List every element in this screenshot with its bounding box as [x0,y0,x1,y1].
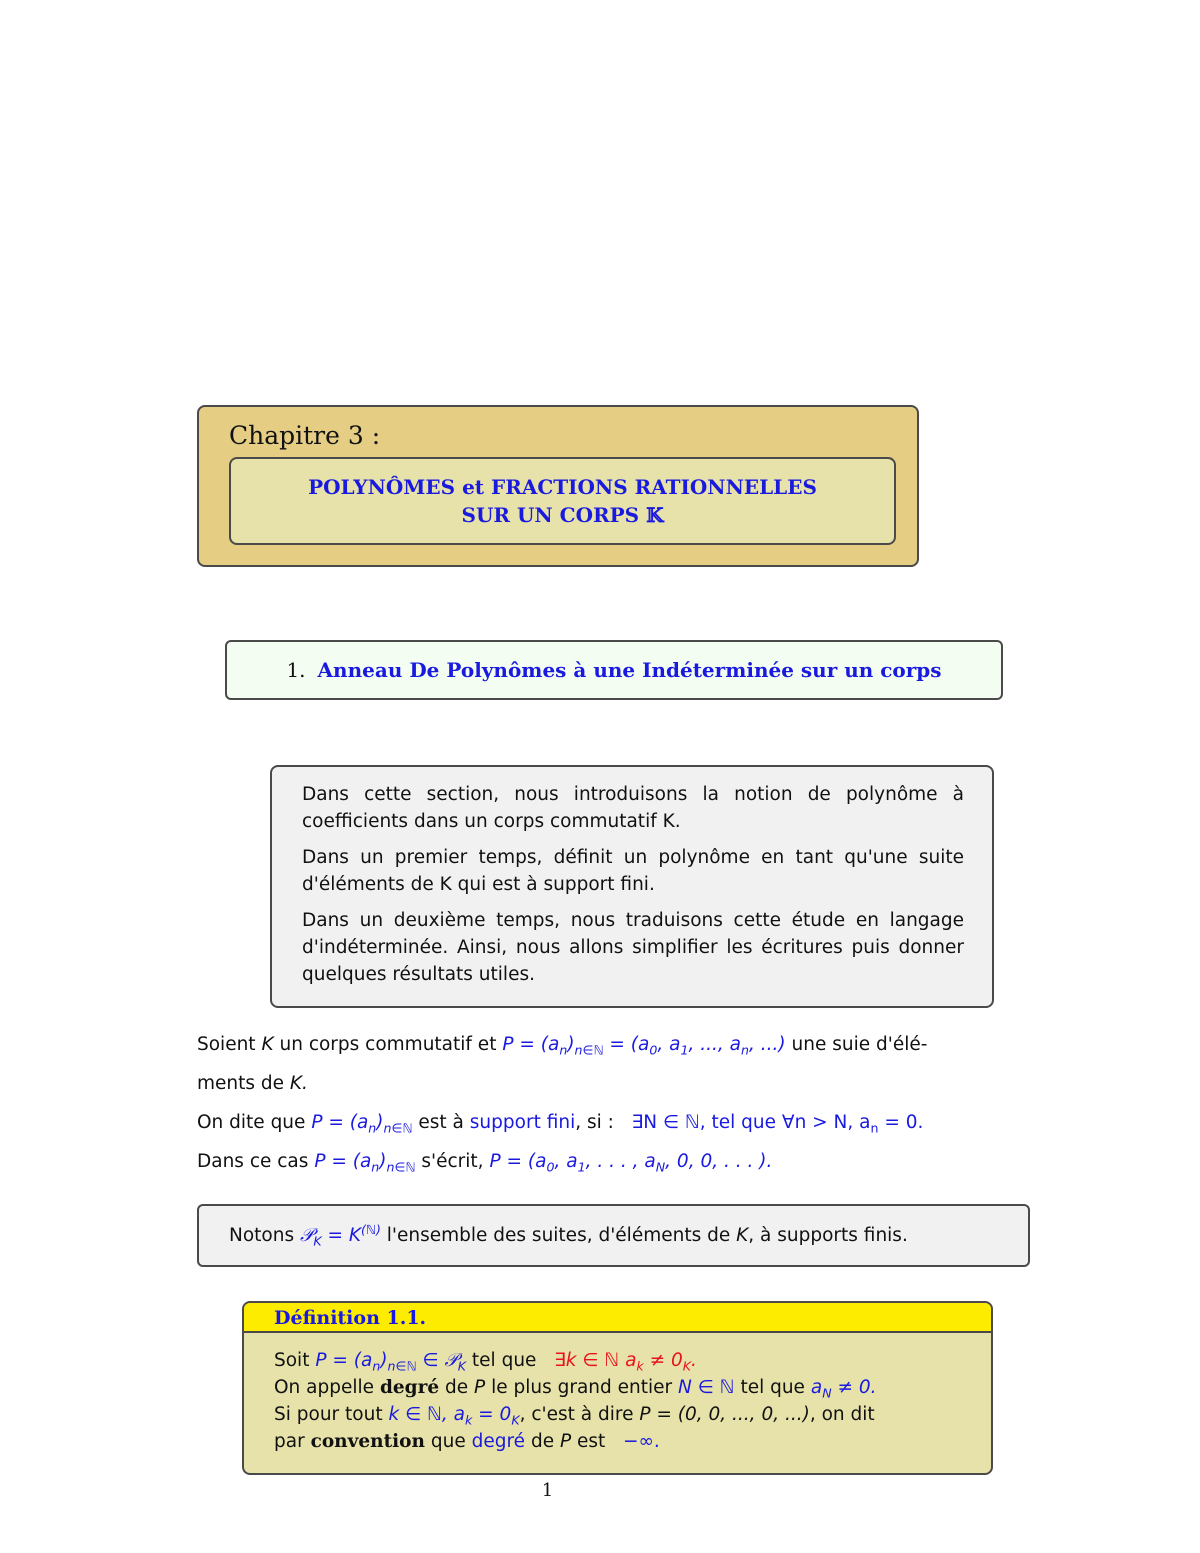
support-fini-term: support fini [469,1112,576,1133]
intro-paragraph-1: Dans cette section, nous introduisons la notion de polynôme à coefficients dans un corps commutatif K. [302,784,964,832]
text: l'ensemble des suites, d'éléments de [386,1225,731,1246]
chapter-label: Chapitre 3 : [229,421,381,450]
section-heading [225,640,1003,700]
definition-line-3: Si pour tout k ∈ ℕ, $a_k = 0_K$, c'est à dire P = (0, 0, ..., 0, ...), on dit [274,1404,875,1428]
definition-line-2: On appelle degré de P le plus grand entier N ∈ ℕ tel que $a_N \ne 0$. [274,1377,877,1401]
body-line-4 [197,1147,1031,1186]
page-number: 1 [541,1480,554,1501]
math-pk: 𝒫$_K$ = $K^{(ℕ)}$ [299,1221,381,1249]
definition-header: Définition 1.1. [244,1303,991,1333]
body-line-1 [197,1030,1031,1069]
math-condition: ∃N ∈ ℕ, tel que ∀n > N, $a_n = 0$. [631,1112,924,1136]
section-title: Anneau De Polynômes à une Indéterminée sur un corps [317,658,942,682]
text: On dite que [197,1112,306,1133]
text: Dans ce cas [197,1151,309,1172]
math-expansion: $P = (a_0$, $a_1$, . . . , $a_N$, 0, 0, . . . ). [489,1151,773,1175]
chapter-title-line2: SUR UN CORPS 𝕂 [461,503,664,527]
text: un corps commutatif et [279,1034,497,1055]
definition-box [242,1301,993,1475]
section-number: 1. [286,658,306,682]
text: une suie d'élé- [791,1034,928,1055]
definition-line-4: par convention que degré de P est −∞. [274,1431,660,1452]
notation-box [197,1204,1030,1267]
math-sequence: $P = (a_n)_{n\in ℕ} = (a_0$, $a_1$, ..., $a_n$, ...) [502,1034,786,1058]
intro-paragraph-3: Dans un deuxième temps, nous traduisons cette étude en langage d'indéterminée. Ainsi, nous allons simplifier les écritures puis donner quelques résultats utiles. [302,910,964,985]
text: ments de [197,1073,285,1094]
text: , si : [575,1112,614,1133]
text: Notons [229,1225,295,1246]
text: Soient [197,1034,256,1055]
text: , à supports finis. [748,1225,908,1246]
body-text [197,1030,1031,1186]
chapter-box [197,405,919,567]
math-k: K [261,1034,274,1055]
math-p: $P = (a_n)_{n\in ℕ}$ [311,1112,413,1136]
intro-paragraph-2: Dans un premier temps, définit un polynôme en tant qu'une suite d'éléments de K qui est à support fini. [302,847,964,895]
text: est à [418,1112,464,1133]
intro-box [270,765,994,1008]
math-k: K. [289,1073,308,1094]
body-line-2 [197,1069,1031,1108]
definition-body [244,1333,991,1455]
body-line-3 [197,1108,1031,1147]
math-p: $P = (a_n)_{n\in ℕ}$ [314,1151,416,1175]
definition-line-1: Soit $P = (a_n)_{n\in ℕ}$ ∈ 𝒫$_K$ tel que ∃k ∈ ℕ $a_k \ne 0_K$. [274,1350,697,1374]
chapter-title-line1: POLYNÔMES et FRACTIONS RATIONNELLES [308,475,817,499]
text: s'écrit, [421,1151,484,1172]
math-k: K [736,1225,749,1246]
chapter-title-box [229,457,896,545]
